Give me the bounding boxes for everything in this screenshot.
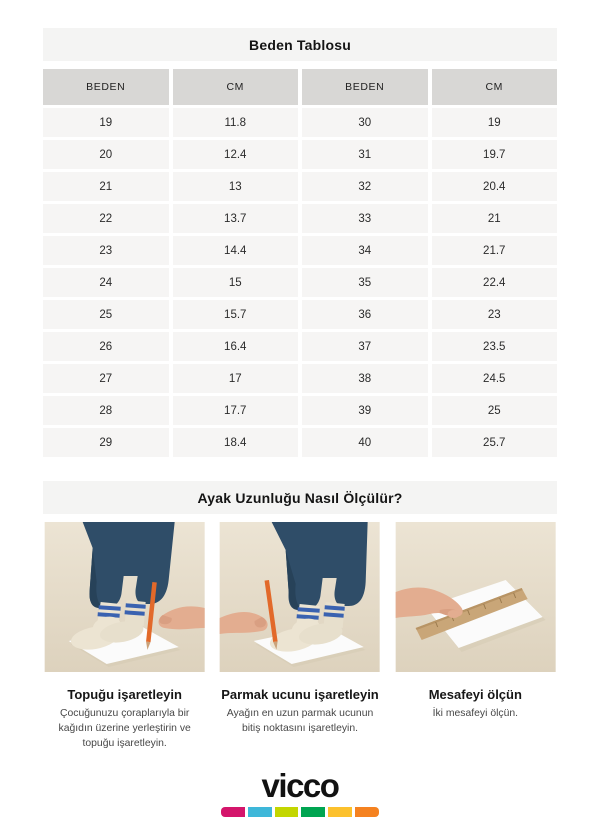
step-title: Topuğu işaretleyin	[67, 687, 182, 702]
size-table-cell: 17.7	[173, 396, 299, 425]
size-table-cell: 24.5	[432, 364, 558, 393]
size-table-cell: 15	[173, 268, 299, 297]
size-table-cell: 23.5	[432, 332, 558, 361]
measuring-steps	[43, 522, 557, 751]
step-mark-heel	[43, 522, 206, 751]
size-table-cell: 25	[43, 300, 169, 329]
size-table-cell: 17	[173, 364, 299, 393]
size-table-cell: 13.7	[173, 204, 299, 233]
rainbow-bar-segment	[248, 807, 272, 817]
size-table-cell: 26	[43, 332, 169, 361]
size-table-cell: 29	[43, 428, 169, 457]
size-table-cell: 16.4	[173, 332, 299, 361]
section-title: Ayak Uzunluğu Nasıl Ölçülür?	[43, 481, 557, 514]
size-table-cell: 23	[432, 300, 558, 329]
size-table-cell: 24	[43, 268, 169, 297]
size-table-cell: 21	[43, 172, 169, 201]
vicco-logo: vicco	[261, 767, 339, 805]
size-table-cell: 13	[173, 172, 299, 201]
size-table-header-cell: CM	[173, 69, 299, 105]
rainbow-bar-segment	[328, 807, 352, 817]
size-table-cell: 12.4	[173, 140, 299, 169]
size-table-cell: 28	[43, 396, 169, 425]
size-table-cell: 34	[302, 236, 428, 265]
page-title: Beden Tablosu	[43, 28, 557, 61]
size-table-cell: 39	[302, 396, 428, 425]
size-table-cell: 25	[432, 396, 558, 425]
size-table-cell: 33	[302, 204, 428, 233]
size-table-cell: 19	[43, 108, 169, 137]
size-table-cell: 27	[43, 364, 169, 393]
size-table-cell: 14.4	[173, 236, 299, 265]
size-table-header-cell: CM	[432, 69, 558, 105]
toe-mark-photo	[218, 522, 381, 672]
size-table-cell: 32	[302, 172, 428, 201]
size-table-cell: 38	[302, 364, 428, 393]
brand-footer	[43, 769, 557, 817]
size-table-cell: 35	[302, 268, 428, 297]
size-table-cell: 21	[432, 204, 558, 233]
size-table-header-cell: BEDEN	[302, 69, 428, 105]
size-table-cell: 23	[43, 236, 169, 265]
size-table-cell: 31	[302, 140, 428, 169]
heel-mark-photo	[43, 522, 206, 672]
rainbow-bar-segment	[355, 807, 379, 817]
size-table-cell: 21.7	[432, 236, 558, 265]
size-table-cell: 18.4	[173, 428, 299, 457]
step-mark-toe	[218, 522, 381, 751]
size-table-cell: 25.7	[432, 428, 558, 457]
rainbow-bar-segment	[275, 807, 299, 817]
step-description: Ayağın en uzun parmak ucunun bitiş noktasını işaretleyin.	[226, 708, 374, 734]
size-table-cell: 19.7	[432, 140, 558, 169]
vicco-rainbow-bar	[221, 807, 379, 817]
size-table-header-cell: BEDEN	[43, 69, 169, 105]
rainbow-bar-segment	[301, 807, 325, 817]
size-table-cell: 19	[432, 108, 558, 137]
size-table-cell: 15.7	[173, 300, 299, 329]
ruler-photo	[394, 522, 557, 672]
size-table-cell: 37	[302, 332, 428, 361]
step-measure	[394, 522, 557, 751]
size-table-cell: 20.4	[432, 172, 558, 201]
step-description: Çocuğunuzu çoraplarıyla bir kağıdın üzerine yerleştirin ve topuğu işaretleyin.	[58, 708, 191, 749]
step-title: Mesafeyi ölçün	[428, 687, 522, 702]
size-table-cell: 40	[302, 428, 428, 457]
size-table-cell: 22	[43, 204, 169, 233]
size-table-cell: 30	[302, 108, 428, 137]
rainbow-bar-segment	[221, 807, 245, 817]
size-table-cell: 11.8	[173, 108, 299, 137]
step-title: Parmak ucunu işaretleyin	[221, 687, 379, 702]
size-table-cell: 22.4	[432, 268, 558, 297]
size-table-cell: 20	[43, 140, 169, 169]
size-table-cell: 36	[302, 300, 428, 329]
size-table	[43, 69, 557, 457]
step-description: İki mesafeyi ölçün.	[432, 708, 519, 719]
